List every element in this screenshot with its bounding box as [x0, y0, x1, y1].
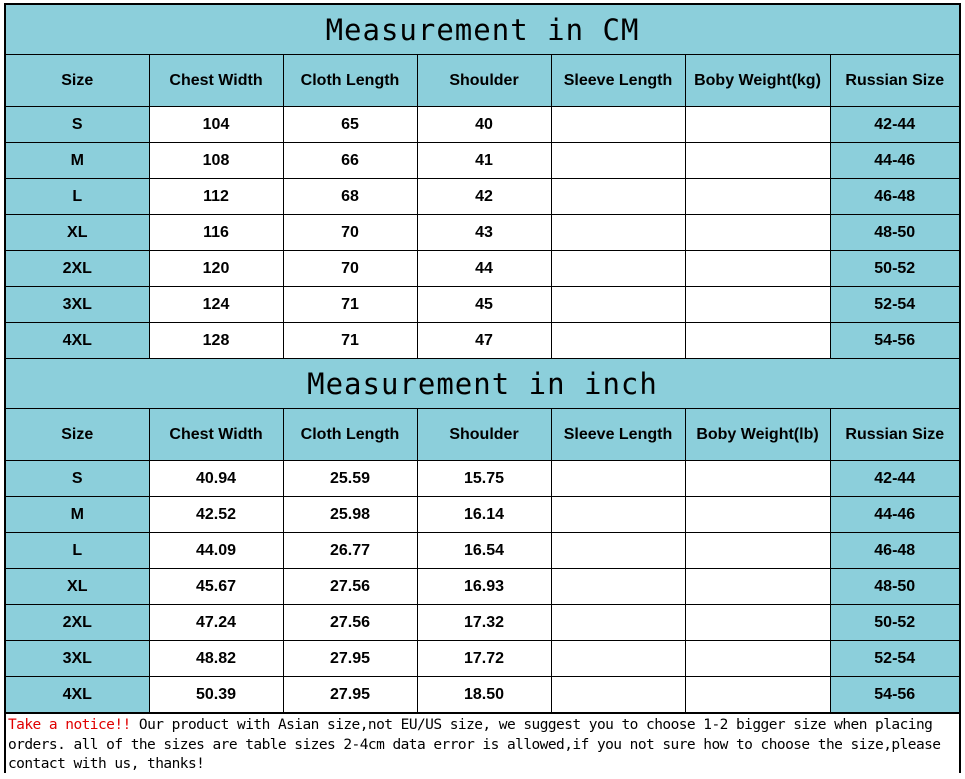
column-header: Size: [6, 409, 149, 461]
value-cell: [685, 107, 830, 143]
value-cell: [685, 461, 830, 497]
russian-size-cell: 46-48: [830, 533, 959, 569]
value-cell: 40.94: [149, 461, 283, 497]
size-cell: XL: [6, 569, 149, 605]
russian-size-cell: 52-54: [830, 641, 959, 677]
value-cell: [551, 677, 685, 713]
value-cell: 68: [283, 179, 417, 215]
russian-size-cell: 54-56: [830, 323, 959, 359]
value-cell: [685, 215, 830, 251]
russian-size-cell: 52-54: [830, 287, 959, 323]
value-cell: [551, 143, 685, 179]
size-cell: XL: [6, 215, 149, 251]
value-cell: 17.32: [417, 605, 551, 641]
value-cell: [685, 677, 830, 713]
size-cell: 2XL: [6, 251, 149, 287]
value-cell: [685, 251, 830, 287]
size-cell: 2XL: [6, 605, 149, 641]
value-cell: [685, 533, 830, 569]
size-cell: L: [6, 533, 149, 569]
column-header: Size: [6, 55, 149, 107]
russian-size-cell: 42-44: [830, 461, 959, 497]
column-header: Shoulder: [417, 55, 551, 107]
table-row: [6, 251, 959, 287]
notice-lead: Take a notice!!: [8, 717, 131, 733]
value-cell: 25.98: [283, 497, 417, 533]
value-cell: 120: [149, 251, 283, 287]
russian-size-cell: 48-50: [830, 215, 959, 251]
value-cell: [551, 605, 685, 641]
column-header: Sleeve Length: [551, 55, 685, 107]
value-cell: 48.82: [149, 641, 283, 677]
russian-size-cell: 44-46: [830, 143, 959, 179]
size-cell: L: [6, 179, 149, 215]
value-cell: 66: [283, 143, 417, 179]
header-row: [6, 55, 959, 107]
value-cell: [685, 497, 830, 533]
value-cell: 70: [283, 215, 417, 251]
column-header: Cloth Length: [283, 55, 417, 107]
value-cell: 128: [149, 323, 283, 359]
value-cell: 104: [149, 107, 283, 143]
russian-size-cell: 44-46: [830, 497, 959, 533]
inch-section-title: Measurement in inch: [6, 359, 959, 409]
value-cell: 16.93: [417, 569, 551, 605]
table-row: [6, 323, 959, 359]
table-row: [6, 641, 959, 677]
value-cell: 71: [283, 287, 417, 323]
column-header: Russian Size: [830, 55, 959, 107]
value-cell: 124: [149, 287, 283, 323]
value-cell: [551, 179, 685, 215]
russian-size-cell: 50-52: [830, 605, 959, 641]
value-cell: 16.54: [417, 533, 551, 569]
size-notice: [6, 713, 959, 779]
cm-section-title: Measurement in CM: [6, 5, 959, 55]
size-chart: [4, 3, 961, 773]
column-header: Boby Weight(kg): [685, 55, 830, 107]
value-cell: [685, 605, 830, 641]
value-cell: [551, 107, 685, 143]
value-cell: [685, 179, 830, 215]
value-cell: [551, 497, 685, 533]
value-cell: [551, 251, 685, 287]
value-cell: 27.56: [283, 569, 417, 605]
russian-size-cell: 54-56: [830, 677, 959, 713]
russian-size-cell: 42-44: [830, 107, 959, 143]
table-row: [6, 287, 959, 323]
notice-text: Our product with Asian size,not EU/US size, we suggest you to choose 1-2 bigger size when placing orders. all of the sizes are table sizes 2-4cm data error is allowed,if you not sure how to choose the size,please contact with us, thanks!: [8, 717, 941, 772]
size-cell: 3XL: [6, 287, 149, 323]
russian-size-cell: 48-50: [830, 569, 959, 605]
table-row: [6, 533, 959, 569]
inch-size-table: [6, 409, 959, 713]
value-cell: 116: [149, 215, 283, 251]
size-cell: 4XL: [6, 677, 149, 713]
cm-size-table: [6, 55, 959, 359]
value-cell: 25.59: [283, 461, 417, 497]
column-header: Boby Weight(lb): [685, 409, 830, 461]
column-header: Chest Width: [149, 409, 283, 461]
value-cell: 47: [417, 323, 551, 359]
value-cell: [685, 143, 830, 179]
value-cell: 42.52: [149, 497, 283, 533]
value-cell: 40: [417, 107, 551, 143]
value-cell: 70: [283, 251, 417, 287]
value-cell: 65: [283, 107, 417, 143]
header-row: [6, 409, 959, 461]
value-cell: [551, 641, 685, 677]
value-cell: 17.72: [417, 641, 551, 677]
table-row: [6, 677, 959, 713]
column-header: Sleeve Length: [551, 409, 685, 461]
value-cell: [685, 323, 830, 359]
size-cell: M: [6, 143, 149, 179]
value-cell: 18.50: [417, 677, 551, 713]
value-cell: 43: [417, 215, 551, 251]
table-row: [6, 107, 959, 143]
column-header: Cloth Length: [283, 409, 417, 461]
column-header: Russian Size: [830, 409, 959, 461]
value-cell: 27.95: [283, 641, 417, 677]
size-cell: S: [6, 461, 149, 497]
value-cell: [685, 641, 830, 677]
value-cell: [551, 569, 685, 605]
value-cell: [685, 287, 830, 323]
table-row: [6, 497, 959, 533]
russian-size-cell: 46-48: [830, 179, 959, 215]
value-cell: 44: [417, 251, 551, 287]
size-cell: 3XL: [6, 641, 149, 677]
value-cell: 42: [417, 179, 551, 215]
value-cell: [551, 533, 685, 569]
column-header: Chest Width: [149, 55, 283, 107]
table-row: [6, 461, 959, 497]
value-cell: [551, 461, 685, 497]
table-row: [6, 179, 959, 215]
value-cell: 27.56: [283, 605, 417, 641]
size-cell: M: [6, 497, 149, 533]
value-cell: 50.39: [149, 677, 283, 713]
value-cell: [551, 323, 685, 359]
value-cell: 71: [283, 323, 417, 359]
value-cell: 27.95: [283, 677, 417, 713]
value-cell: 45: [417, 287, 551, 323]
table-row: [6, 215, 959, 251]
value-cell: 26.77: [283, 533, 417, 569]
table-row: [6, 605, 959, 641]
table-row: [6, 143, 959, 179]
value-cell: 44.09: [149, 533, 283, 569]
value-cell: [551, 287, 685, 323]
value-cell: 15.75: [417, 461, 551, 497]
value-cell: [685, 569, 830, 605]
value-cell: 112: [149, 179, 283, 215]
value-cell: 47.24: [149, 605, 283, 641]
value-cell: 16.14: [417, 497, 551, 533]
size-cell: S: [6, 107, 149, 143]
column-header: Shoulder: [417, 409, 551, 461]
value-cell: 41: [417, 143, 551, 179]
value-cell: 108: [149, 143, 283, 179]
value-cell: [551, 215, 685, 251]
value-cell: 45.67: [149, 569, 283, 605]
russian-size-cell: 50-52: [830, 251, 959, 287]
size-cell: 4XL: [6, 323, 149, 359]
table-row: [6, 569, 959, 605]
